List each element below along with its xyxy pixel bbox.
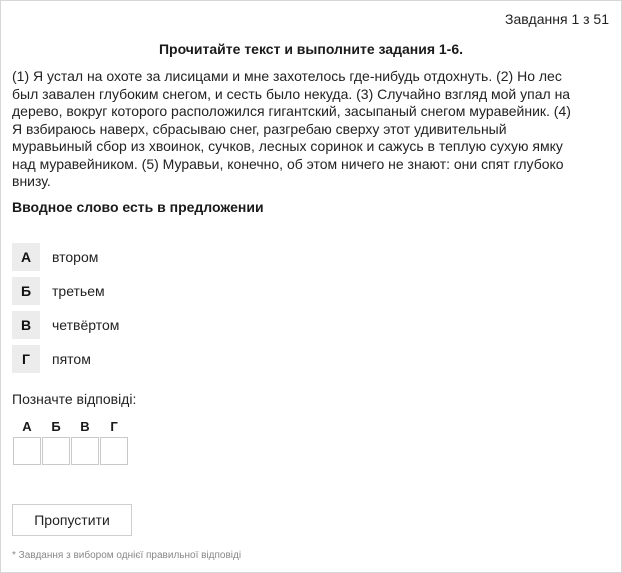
option-b[interactable] xyxy=(12,277,105,305)
option-text: втором xyxy=(52,249,99,265)
answer-column-b xyxy=(42,419,70,465)
option-text: третьем xyxy=(52,283,105,299)
answer-column-c xyxy=(71,419,99,465)
task-heading: Прочитайте текст и выполните задания 1-6. xyxy=(158,41,463,57)
answer-column-letter: Г xyxy=(110,419,118,434)
task-counter: Завдання 1 з 51 xyxy=(505,11,609,27)
answer-column-letter: В xyxy=(80,419,90,434)
option-c[interactable] xyxy=(12,311,119,339)
reading-passage xyxy=(12,68,604,191)
passage-line: внизу. xyxy=(12,173,51,189)
answer-checkbox-b[interactable] xyxy=(42,437,70,465)
answer-column-a xyxy=(13,419,41,465)
answer-column-letter: Б xyxy=(51,419,61,434)
answer-column-d xyxy=(100,419,128,465)
option-text: пятом xyxy=(52,351,91,367)
footnote: * Завдання з вибором однієї правильної відповіді xyxy=(12,550,242,561)
question-text: Вводное слово есть в предложении xyxy=(12,199,264,215)
option-a[interactable] xyxy=(12,243,98,271)
option-d[interactable] xyxy=(12,345,91,373)
answer-column-letter: А xyxy=(22,419,32,434)
passage-line: дерево, вокруг которого расположился гигантский, засыпаный снегом муравейник. (4) xyxy=(12,103,571,119)
option-text: четвёртом xyxy=(52,317,120,333)
passage-line: (1) Я устал на охоте за лисицами и мне захотелось где-нибудь отдохнуть. (2) Но лес xyxy=(12,68,562,84)
option-letter: Г xyxy=(12,345,40,373)
answer-checkbox-a[interactable] xyxy=(13,437,41,465)
passage-line: муравьиный сбор из хвоинок, сучков, лесных соринок и сажусь в теплую сухую ямку xyxy=(12,138,563,154)
passage-line: Я взбираюсь наверх, сбрасываю снег, разгребаю сверху этот удивительный xyxy=(12,120,507,137)
answer-checkbox-d[interactable] xyxy=(100,437,128,465)
answer-checkbox-c[interactable] xyxy=(71,437,99,465)
option-letter: В xyxy=(12,311,40,339)
option-letter: Б xyxy=(12,277,40,305)
passage-line: был завален глубоким снегом, и сесть было некуда. (3) Случайно взгляд мой упал на xyxy=(12,85,571,102)
passage-line: над муравейником. (5) Муравьи, конечно, об этом ничего не знают: они спят глубоко xyxy=(12,155,564,172)
answer-label: Позначте відповіді: xyxy=(12,391,137,407)
option-letter: А xyxy=(12,243,40,271)
skip-button[interactable]: Пропустити xyxy=(12,504,132,536)
